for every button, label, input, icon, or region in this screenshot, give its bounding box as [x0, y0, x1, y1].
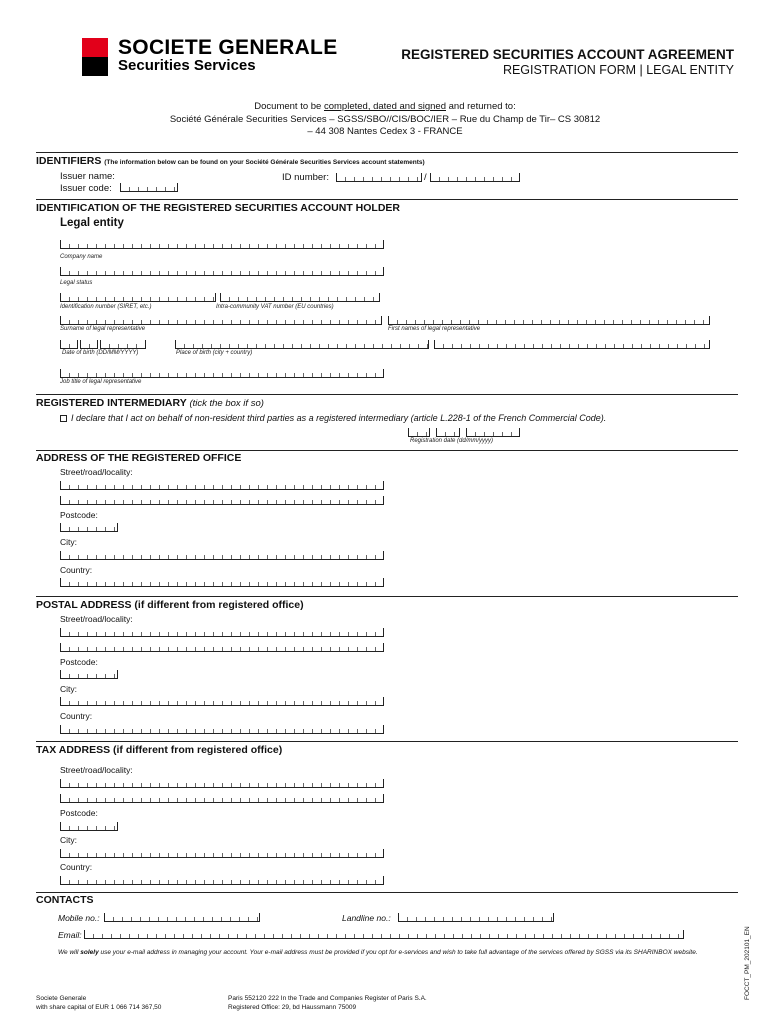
identifiers-heading: IDENTIFIERS (The information below can be found on your Société Générale Securities Services account statements): [36, 155, 425, 167]
ro-street-field-2[interactable]: [60, 496, 384, 505]
tax-street-field-2[interactable]: [60, 794, 384, 803]
dob-day-field[interactable]: [60, 340, 78, 349]
intermediary-checkbox[interactable]: [60, 415, 67, 422]
logo-mark-red: [82, 38, 108, 57]
ro-street-label: Street/road/locality:: [60, 467, 133, 477]
landline-label: Landline no.:: [342, 913, 391, 923]
pa-country-label: Country:: [60, 711, 93, 721]
divider: [36, 199, 738, 200]
brand-name: SOCIETE GENERALE: [118, 36, 338, 59]
mobile-field[interactable]: [104, 913, 260, 922]
issuer-name-label: Issuer name:: [60, 171, 115, 182]
email-notice: We will solely use your e-mail address in managing your account. Your e-mail address must be provided if you opt for e-services and wish to take full advantage of the services offered by SGSS via its SHARINBOX website.: [58, 949, 698, 956]
dob-label: Date of birth (DD/MM/YYYY): [62, 350, 139, 356]
ro-city-field[interactable]: [60, 551, 384, 560]
id-separator: /: [424, 172, 427, 183]
contacts-heading: CONTACTS: [36, 894, 94, 906]
divider: [36, 152, 738, 153]
mobile-label: Mobile no.:: [58, 913, 100, 923]
ro-city-label: City:: [60, 537, 77, 547]
intro-line-2: Société Générale Securities Services – SGSS/SBO//CIS/BOC/IER – Rue du Champ de Tir– CS 30812: [169, 114, 601, 125]
ro-postcode-label: Postcode:: [60, 510, 98, 520]
reg-year-field[interactable]: [466, 428, 520, 437]
company-name-label: Company name: [60, 254, 103, 260]
tax-country-label: Country:: [60, 862, 93, 872]
ident-number-label: Identification number (SIRET, etc.): [60, 304, 152, 310]
ro-country-field[interactable]: [60, 578, 384, 587]
reg-date-label: Registration date (dd/mm/yyyy): [410, 438, 494, 444]
divider: [36, 892, 738, 893]
postal-heading: POSTAL ADDRESS (if different from registered office): [36, 599, 304, 611]
id-number-field-1[interactable]: [336, 173, 422, 182]
surname-field[interactable]: [60, 316, 382, 325]
issuer-code-field[interactable]: [120, 183, 178, 192]
reg-day-field[interactable]: [408, 428, 430, 437]
pa-postcode-field[interactable]: [60, 670, 118, 679]
tax-country-field[interactable]: [60, 876, 384, 885]
divider: [36, 450, 738, 451]
ident-number-field[interactable]: [60, 293, 216, 302]
dob-year-field[interactable]: [100, 340, 146, 349]
ro-street-field-1[interactable]: [60, 481, 384, 490]
intro-line-3: – 44 308 Nantes Cedex 3 - FRANCE: [307, 126, 463, 137]
tax-postcode-field[interactable]: [60, 822, 118, 831]
surname-label: Surname of legal representative: [60, 326, 146, 332]
pa-street-label: Street/road/locality:: [60, 614, 133, 624]
pa-city-field[interactable]: [60, 697, 384, 706]
vat-number-field[interactable]: [220, 293, 380, 302]
legal-status-label: Legal status: [60, 280, 93, 286]
intro-line-1: Document to be completed, dated and signed and returned to:: [254, 101, 516, 112]
first-names-field[interactable]: [388, 316, 710, 325]
job-title-field[interactable]: [60, 369, 384, 378]
reg-month-field[interactable]: [436, 428, 460, 437]
document-title: REGISTERED SECURITIES ACCOUNT AGREEMENT: [401, 47, 734, 62]
pob-field[interactable]: [175, 340, 429, 349]
dob-month-field[interactable]: [80, 340, 98, 349]
vat-number-label: Intra-community VAT number (EU countries): [216, 304, 334, 310]
email-label: Email:: [58, 930, 82, 940]
issuer-code-label: Issuer code:: [60, 183, 112, 194]
email-field[interactable]: [84, 930, 684, 939]
pa-city-label: City:: [60, 684, 77, 694]
id-number-label: ID number:: [282, 172, 329, 183]
legal-status-field[interactable]: [60, 267, 384, 276]
intermediary-declaration: I declare that I act on behalf of non-resident third parties as a registered intermediary (article L.228-1 of the French Commercial Code).: [60, 413, 606, 423]
intermediary-heading: REGISTERED INTERMEDIARY (tick the box if so): [36, 397, 264, 409]
company-name-field[interactable]: [60, 240, 384, 249]
brand-sub: Securities Services: [118, 57, 256, 74]
divider: [36, 596, 738, 597]
tax-street-label: Street/road/locality:: [60, 765, 133, 775]
document-subtitle: REGISTRATION FORM | LEGAL ENTITY: [502, 63, 734, 77]
footer-left: Societe Generale with share capital of EUR 1 066 714 367,50: [36, 995, 162, 1011]
pa-street-field-2[interactable]: [60, 643, 384, 652]
tax-city-field[interactable]: [60, 849, 384, 858]
tax-city-label: City:: [60, 835, 77, 845]
form-code: FOCCT_PM_202101_EN: [744, 926, 751, 1000]
pa-postcode-label: Postcode:: [60, 657, 98, 667]
legal-entity-heading: Legal entity: [60, 217, 124, 229]
registered-office-heading: ADDRESS OF THE REGISTERED OFFICE: [36, 452, 242, 464]
id-number-field-2[interactable]: [430, 173, 520, 182]
tax-heading: TAX ADDRESS (if different from registered office): [36, 744, 283, 756]
pa-street-field-1[interactable]: [60, 628, 384, 637]
footer-right: Paris 552120 222 In the Trade and Companies Register of Paris S.A. Registered Office: 29, bd Haussmann 75009: [228, 995, 427, 1011]
pob-country-field[interactable]: [434, 340, 710, 349]
pa-country-field[interactable]: [60, 725, 384, 734]
divider: [36, 394, 738, 395]
tax-postcode-label: Postcode:: [60, 808, 98, 818]
pob-label: Place of birth (city + country): [176, 350, 253, 356]
ro-country-label: Country:: [60, 565, 93, 575]
landline-field[interactable]: [398, 913, 554, 922]
first-names-label: First names of legal representative: [388, 326, 481, 332]
ro-postcode-field[interactable]: [60, 523, 118, 532]
job-title-label: Job title of legal representative: [60, 379, 142, 385]
tax-street-field-1[interactable]: [60, 779, 384, 788]
holder-heading: IDENTIFICATION OF THE REGISTERED SECURITIES ACCOUNT HOLDER: [36, 202, 401, 214]
divider: [36, 741, 738, 742]
